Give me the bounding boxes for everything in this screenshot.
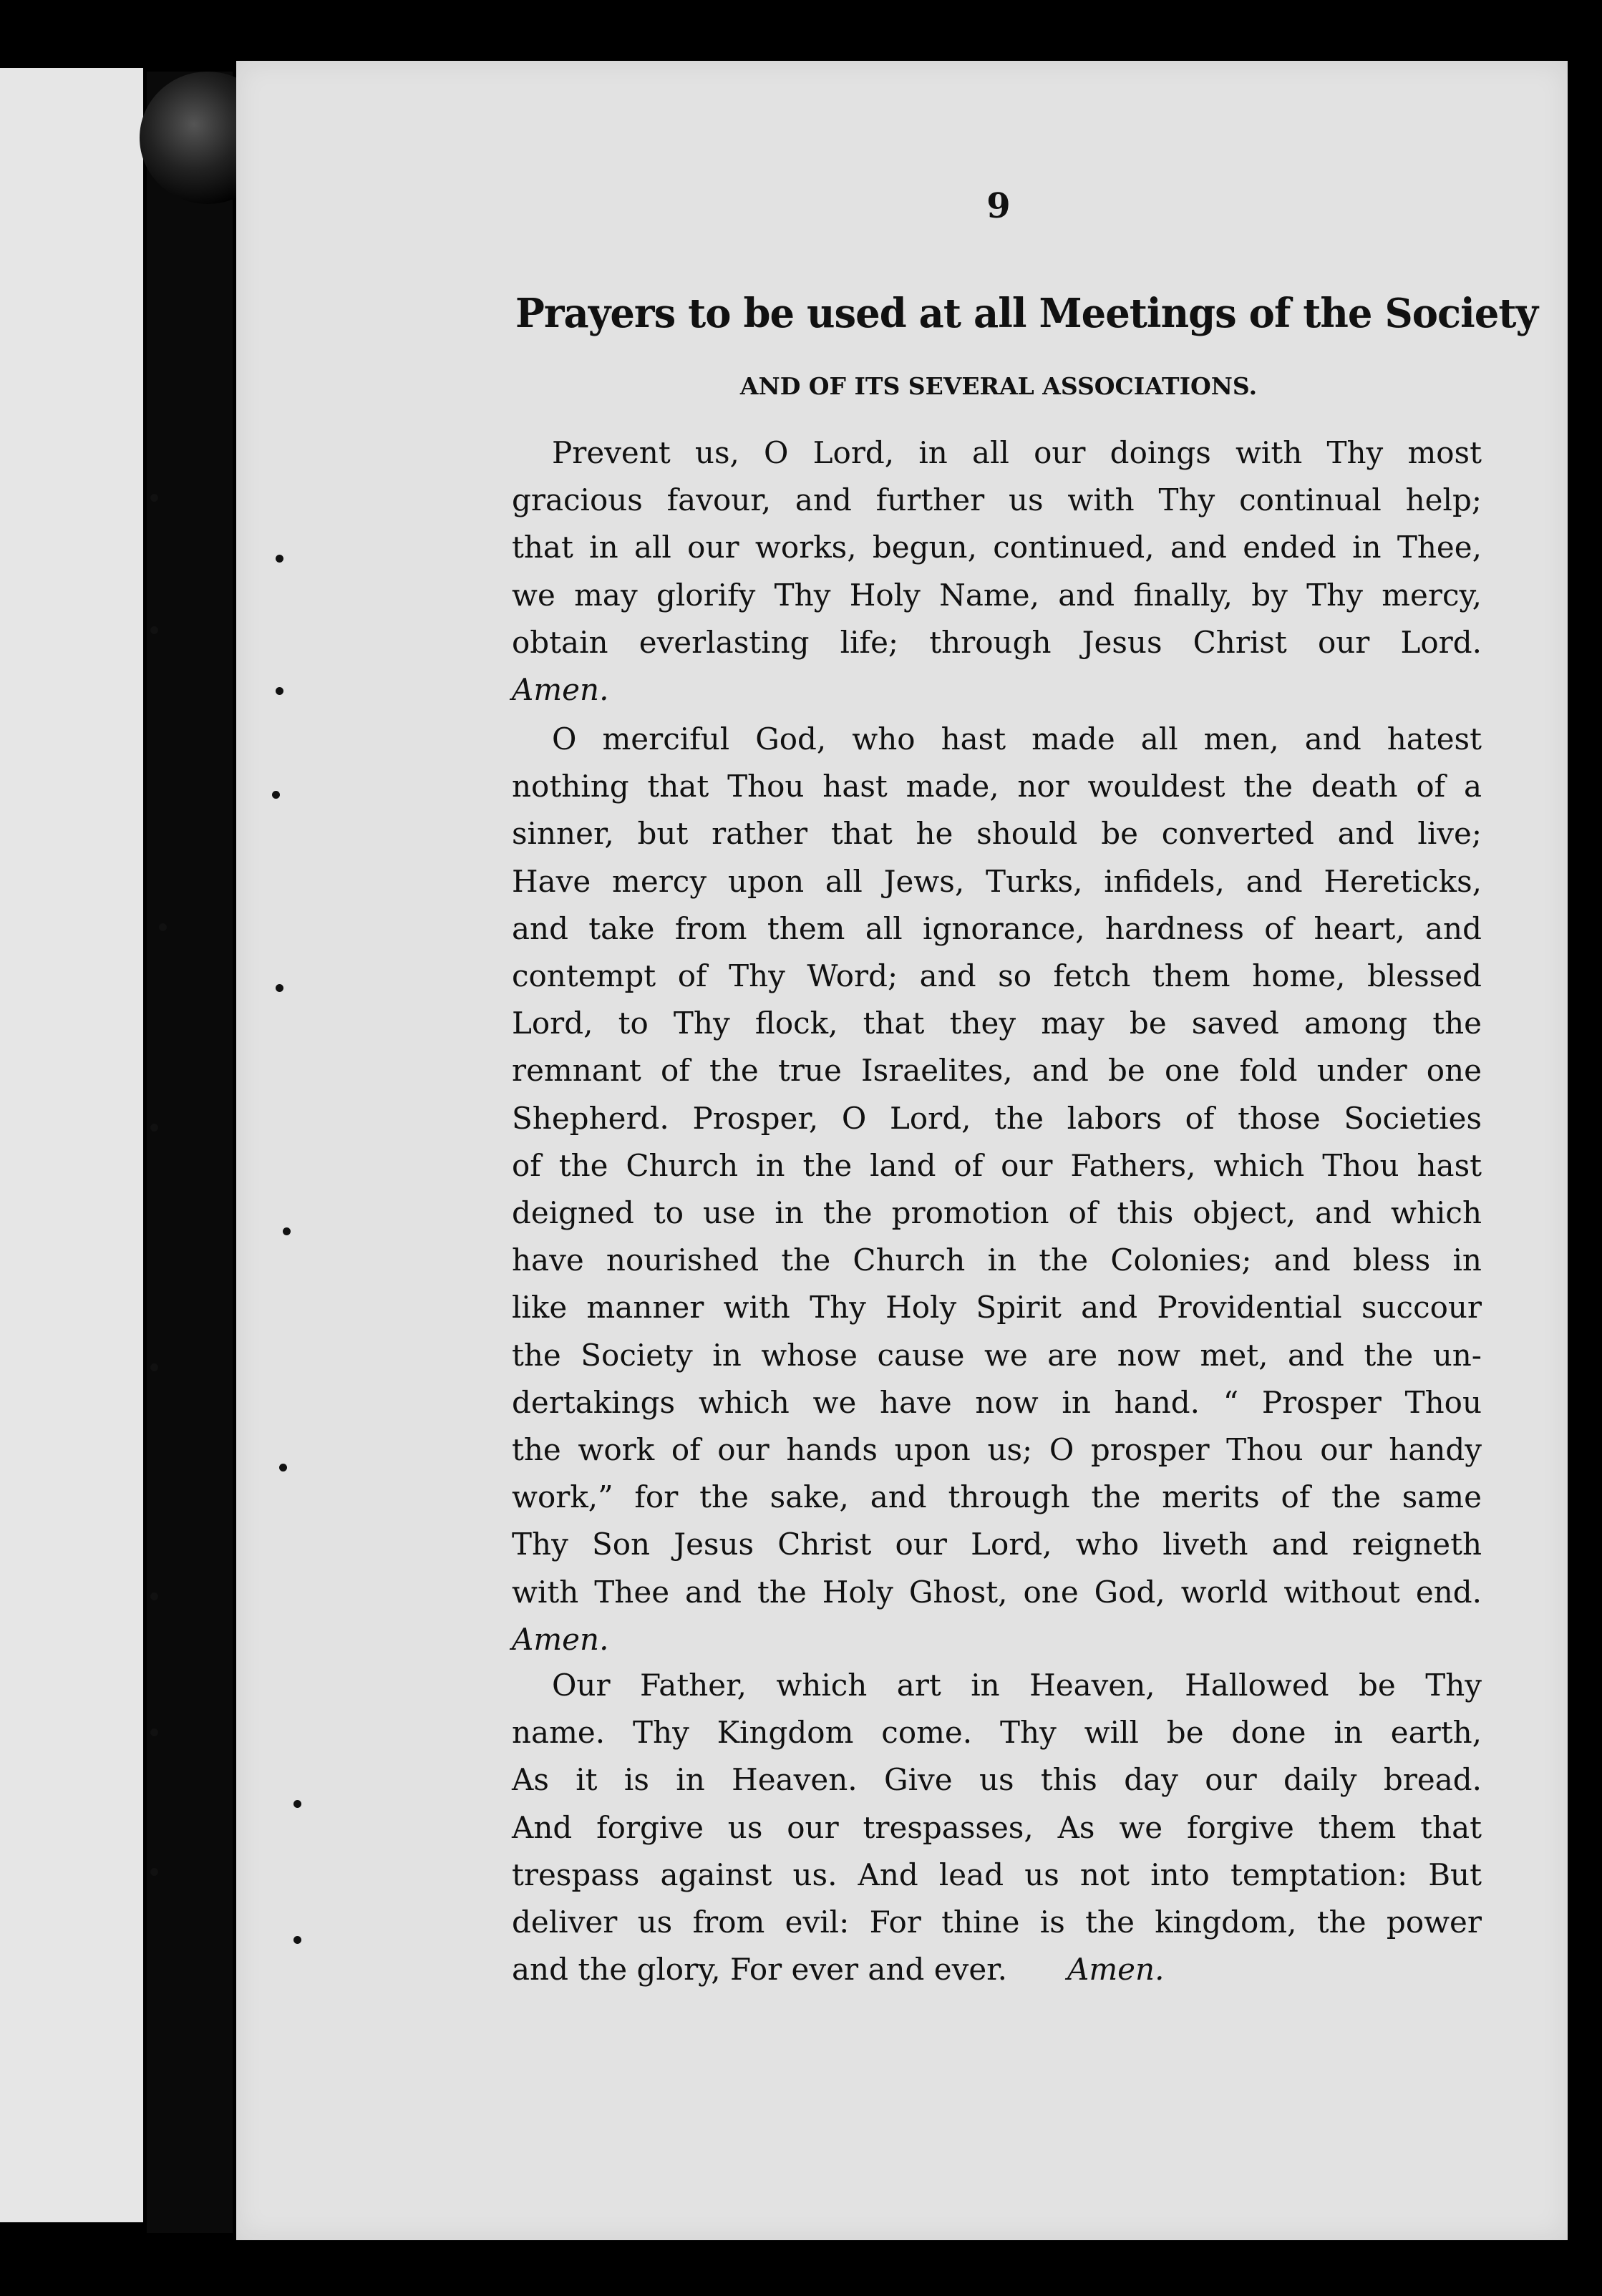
text-line: contempt of Thy Word; and so fetch them home, blessed <box>512 958 1482 994</box>
text-line: deigned to use in the promotion of this object, and which <box>512 1195 1482 1231</box>
sewing-hole <box>272 791 280 799</box>
text-line: the Society in whose cause we are now met, and the un- <box>512 1337 1482 1373</box>
text-line: with Thee and the Holy Ghost, one God, world without end. <box>512 1574 1482 1610</box>
sewing-hole <box>150 1728 158 1736</box>
text-line: trespass against us. And lead us not into temptation: But <box>512 1857 1482 1892</box>
text-line: Shepherd. Prosper, O Lord, the labors of those Societies <box>512 1100 1482 1136</box>
sewing-hole <box>150 626 158 634</box>
sewing-hole <box>276 555 283 563</box>
text-line: As it is in Heaven. Give us this day our daily bread. <box>512 1762 1482 1798</box>
text-line: and take from them all ignorance, hardness of heart, and <box>512 910 1482 946</box>
text-line: sinner, but rather that he should be converted and live; <box>512 816 1482 852</box>
text-line: that in all our works, begun, continued, and ended in Thee, <box>512 530 1482 565</box>
page-title: Prayers to be used at all Meetings of the Society <box>515 290 1538 337</box>
text-line: Prevent us, O Lord, in all our doings with Thy most <box>552 435 1482 470</box>
text-line: like manner with Thy Holy Spirit and Providential succour <box>512 1290 1482 1325</box>
text-line: the work of our hands upon us; O prosper Thou our handy <box>512 1432 1482 1468</box>
sewing-hole <box>279 1464 287 1472</box>
sewing-hole <box>150 494 158 502</box>
text-line: O merciful God, who hast made all men, and hatest <box>552 721 1482 757</box>
sewing-hole <box>150 1124 158 1132</box>
sewing-hole <box>276 687 283 695</box>
text-line: nothing that Thou hast made, nor wouldest the death of a <box>512 769 1482 804</box>
sewing-hole <box>150 1363 158 1371</box>
text-line: gracious favour, and further us with Thy continual help; <box>512 482 1482 518</box>
text-line: work,” for the sake, and through the merits of the same <box>512 1479 1482 1515</box>
sewing-hole <box>293 1936 301 1944</box>
text-line: have nourished the Church in the Colonies; and bless in <box>512 1242 1482 1278</box>
text-line: of the Church in the land of our Fathers, which Thou hast <box>512 1147 1482 1183</box>
page-number: 9 <box>986 186 1011 226</box>
amen-closing: Amen. <box>1067 1952 1165 1988</box>
lords-prayer-paragraph <box>512 1662 1482 1993</box>
facing-page-edge <box>0 68 143 2222</box>
text-line: we may glorify Thy Holy Name, and finally, by Thy mercy, <box>512 577 1482 613</box>
amen-closing: Amen. <box>512 1621 609 1657</box>
text-line: obtain everlasting life; through Jesus Christ our Lord. <box>512 624 1482 660</box>
text-line: deliver us from evil: For thine is the kingdom, the power <box>512 1905 1482 1940</box>
sewing-hole <box>159 923 167 931</box>
sewing-hole <box>283 1227 291 1235</box>
prayer-paragraph-1 <box>512 429 1482 714</box>
prayer-paragraph-2 <box>512 716 1482 1663</box>
text-line: Our Father, which art in Heaven, Hallowed be Thy <box>552 1668 1482 1703</box>
text-line: name. Thy Kingdom come. Thy will be done in earth, <box>512 1715 1482 1751</box>
final-line-text: and the glory, For ever and ever. <box>512 1952 1007 1988</box>
sewing-hole <box>293 1800 301 1808</box>
amen-closing: Amen. <box>512 672 609 708</box>
text-line: remnant of the true Israelites, and be one fold under one <box>512 1053 1482 1089</box>
book-binding <box>147 72 233 2233</box>
sewing-hole <box>150 1592 158 1600</box>
page-subtitle: AND OF ITS SEVERAL ASSOCIATIONS. <box>739 372 1258 400</box>
text-line-final <box>512 1946 1482 1993</box>
text-line: Have mercy upon all Jews, Turks, infidels, and Hereticks, <box>512 863 1482 899</box>
text-line: Lord, to Thy flock, that they may be saved among the <box>512 1006 1482 1041</box>
sewing-hole <box>150 1868 158 1876</box>
text-line: Thy Son Jesus Christ our Lord, who liveth and reigneth <box>512 1527 1482 1562</box>
text-line: And forgive us our trespasses, As we forgive them that <box>512 1809 1482 1845</box>
text-line: dertakings which we have now in hand. “ Prosper Thou <box>512 1384 1482 1420</box>
sewing-hole <box>276 984 283 992</box>
